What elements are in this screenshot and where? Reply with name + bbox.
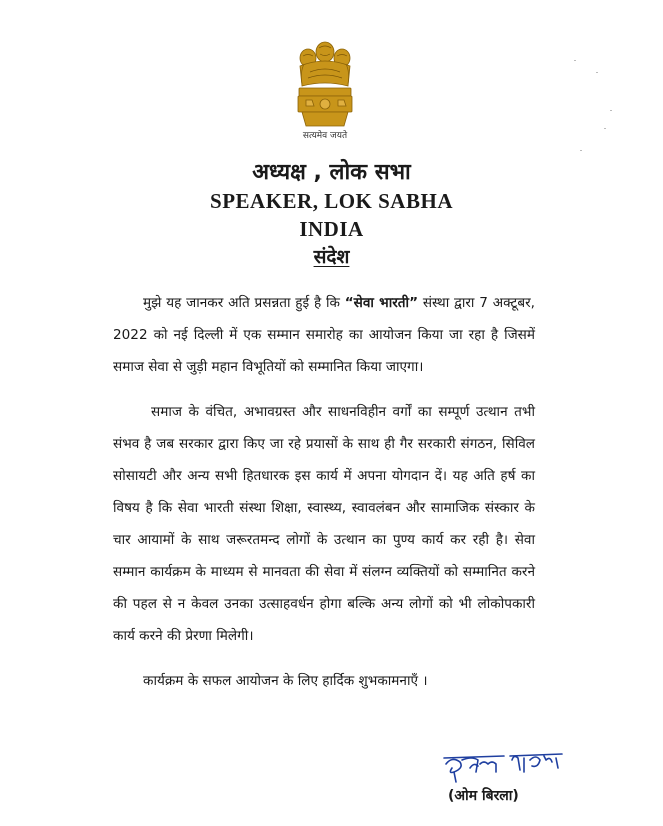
paper-speck [596,72,598,73]
emblem-motto: सत्यमेव जयते [302,131,348,141]
state-emblem-icon [290,38,360,130]
paragraph-1-intro: मुझे यह जानकर अति प्रसन्नता हुई है कि [143,295,345,311]
message-body [113,287,535,697]
title-hindi: अध्यक्ष , लोक सभा [252,160,411,185]
paragraph-2: समाज के वंचित, अभावग्रस्त और साधनविहीन वर्गों का सम्पूर्ण उत्थान तभी संभव है जब सरकार द्वारा किए जा रहे प्रयासों के साथ ही गैर सरकारी संगठन, सिविल सोसायटी और अन्य सभी हितधारक इस कार्य में अपना योगदान दें। यह अति हर्ष का विषय है कि सेवा भारती संस्था शिक्षा, स्वास्थ्य, स्वावलंबन और सामाजिक संस्कार के चार आयामों के साथ जरूरतमन्द लोगों के उत्थान का पुण्य कार्य कर रही है। सेवा सम्मान कार्यक्रम के माध्यम से मानवता की सेवा में संलग्न व्यक्तियों को सम्मानित करने की पहल से न केवल उनका उत्साहवर्धन होगा बल्कि अन्य लोगों को भी लोकोपकारी कार्य करने की प्रेरणा मिलेगी। [113,404,535,644]
paper-speck [604,128,606,129]
paragraph-3: कार्यक्रम के सफल आयोजन के लिए हार्दिक शुभकामनाएँ । [143,673,428,689]
title-country: INDIA [299,217,364,241]
paragraph-1 [113,287,535,383]
paper-speck [574,60,576,61]
organization-name: “सेवा भारती” [344,295,419,311]
title-english: SPEAKER, LOK SABHA [210,189,453,213]
paragraph-1-rest: संस्था द्वारा 7 अक्टूबर, 2022 को नई दिल्ली में एक सम्मान समारोह का आयोजन किया जा रहा है जिसमें समाज सेवा से जुड़ी महान विभूतियों को सम्मानित किया जाएगा। [113,295,535,375]
paper-speck [580,150,582,151]
message-heading: संदेश [313,246,350,268]
signatory-name: (ओम बिरला) [448,788,519,804]
paper-speck [610,110,612,111]
